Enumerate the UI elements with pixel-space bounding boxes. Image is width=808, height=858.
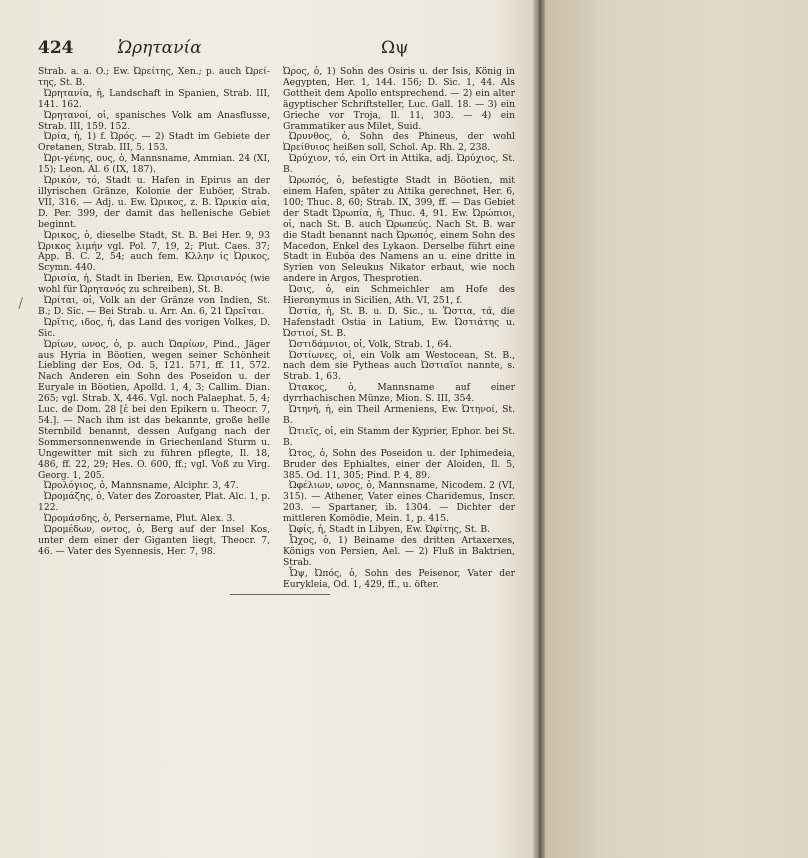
dictionary-entry: Ὠρομέδων, οντος, ὁ, Berg auf der Insel Kos, unter dem einer der Giganten liegt, Theocr. 7, 46. — Vater des Syennesis, Her. 7, 98.	[38, 524, 270, 557]
dictionary-entry: Ὠσις, ὁ, ein Schmeichler am Hofe des Hieronymus in Sicilien, Ath. VI, 251, f.	[283, 284, 515, 307]
running-head	[38, 38, 513, 60]
dictionary-entry: Ὠρία, ἡ, 1) f. Ὠρός. — 2) Stadt im Gebiete der Oretanen, Strab. III, 5. 153.	[38, 131, 270, 154]
dictionary-entry: Ὠτηνή, ἡ, ein Theil Armeniens, Ew. Ὠτηνοί, St. B.	[283, 404, 515, 426]
dictionary-entry: Ὦψ, Ὠπός, ὁ, Sohn des Peisenor, Vater der Eurykleia, Od. 1, 429, ff., u. öfter.	[283, 567, 515, 590]
book-gutter	[533, 0, 545, 858]
dictionary-entry: Ὠτακος, ὁ, Mannsname auf einer dyrrhachischen Münze, Mion. S. III, 354.	[283, 382, 515, 405]
dictionary-entry: Ὠρῖτις, ιδος, ἡ, das Land des vorigen Volkes, D. Sic.	[38, 316, 270, 339]
dictionary-entry: Ὠρητανοί, οἱ, spanisches Volk am Anasflusse, Strab. III, 159. 152.	[38, 109, 270, 132]
dictionary-entry: Ὠρι-γένης, ους, ὁ, Mannsname, Ammian. 24 (XI, 15); Leon. Al. 6 (IX, 187).	[38, 153, 270, 176]
dictionary-entry: Ὠτος, ὁ, Sohn des Poseidon u. der Iphimedeia, Bruder des Ephialtes, einer der Aloiden, Il. 5, 385. Od. 11, 305; Pind. P. 4, 89.	[283, 447, 515, 481]
dictionary-entry: Ὦχος, ὁ, 1) Beiname des dritten Artaxerxes, Königs von Persien, Ael. — 2) Fluß in Baktrien, Strab.	[283, 534, 515, 568]
dictionary-entry: Ὠρίων, ωνος, ὁ, p. auch Ὠαρίων, Pind., Jäger aus Hyria in Böotien, wegen seiner Schönheit Liebling der Eos, Od. 5, 121. 571, ff. 11, 572. Nach Anderen ein Sohn des Poseidon u. der Euryale in Böotien, Apolld. 1, 4, 3; Callim. Dian. 265; vgl. Strab. X, 446. Vgl. noch Palaephat. 5, 4; Luc. de Dom. 28 [ἐ bei den Epikern u. Theocr. 7, 54.]. — Nach ihm ist das bekannte, große helle Sternbild benannt, dessen Aufgang nach der Sommersonnenwende in Griechenland Sturm u. Ungewitter mit sich zu führen pflegte, Il. 18, 486, ff. 22, 29; Hes. O. 600, ff.; vgl. Voß zu Virg. Georg. 1, 205.	[38, 338, 270, 481]
pencil-mark	[18, 297, 28, 311]
dictionary-entry: Ὠρισία, ἡ, Stadt in Iberien, Ew. Ὠρισιανός (wie wohl für Ὠρητανός zu schreiben), St. B.	[38, 273, 270, 296]
dictionary-entry: Ὠστιδάμνιοι, οἱ, Volk, Strab. 1, 64.	[289, 338, 452, 350]
dictionary-entry: Ὠρομάζης, ὁ, Vater des Zoroaster, Plat. Alc. 1, p. 122.	[38, 491, 270, 514]
dictionary-entry: Ὠρολόγιος, ὁ, Mannsname, Alciphr. 3, 47.	[44, 480, 239, 492]
dictionary-entry: Strab. a. a. O.; Ew. Ὠρείτης, Xen.; p. auch Ὠρεί-της, St. B.	[38, 66, 270, 88]
dictionary-entry: Ὠρομάσδης, ὁ, Persername, Plut. Alex. 3.	[44, 513, 236, 525]
dictionary-entry: Ὠφίς, ἡ, Stadt in Libyen, Ew. Ὠφίτης, St. B.	[289, 524, 491, 536]
dictionary-entry: Ὠρικόν, τό, Stadt u. Hafen in Epirus an der illyrischen Gränze, Kolonie der Euböer, Strab. VII, 316. — Adj. u. Ew. Ὠρικος, z. B. Ὠρικία αἰα, D. Per. 399, der damit das hellenische Gebiet beginnt.	[38, 175, 270, 230]
right-headword: Ωψ	[381, 38, 409, 58]
end-rule	[230, 594, 330, 595]
dictionary-entry: Ὠρικος, ὁ, dieselbe Stadt, St. B. Bei Her. 9, 93 Ὠρικος λιμήν vgl. Pol. 7, 19, 2; Plut. Caes. 37; App. B. C. 2, 54; auch fem. Κλλην ίς Ὠρικος, Scymn. 440.	[38, 229, 270, 274]
dictionary-entry: Ὠρος, ὁ, 1) Sohn des Osiris u. der Isis, König in Aegypten, Her. 1, 144. 156; D. Sic. 1, 44. Als Gottheit dem Apollo entsprechend. — 2) ein alter ägyptischer Schriftsteller, Luc. Gall. 18. — 3) ein Grieche vor Troja, Il. 11, 303. — 4) ein Grammatiker aus Milet, Suid.	[283, 66, 515, 132]
dictionary-entry: Ὠρυνθος, ὁ, Sohn des Phineus, der wohl Ὠρείθυιος heißen soll, Schol. Ap. Rh. 2, 238.	[283, 131, 515, 154]
left-column	[38, 67, 270, 558]
right-column	[283, 67, 515, 591]
dictionary-entry: Ὠρύχιον, τό, ein Ort in Attika, adj. Ὠρύχιος, St. B.	[283, 153, 515, 176]
dictionary-entry: Ὠφέλιων, ωνος, ὁ, Mannsname, Nicodem. 2 (VI, 315). — Athener, Vater eines Charidemus, Inscr. 203. — Spartaner, ib. 1304. — Dichter der mittleren Komödie, Mein. 1, p. 415.	[283, 480, 515, 525]
left-headword: Ὠρητανία	[118, 38, 202, 58]
dictionary-entry: Ὠρωπός, ὁ, befestigte Stadt in Böotien, mit einem Hafen, später zu Attika gerechnet, Her. 6, 100; Thuc. 8, 60; Strab. IX, 399, ff. — Das Gebiet der Stadt Ὠρωπία, ἡ, Thuc. 4, 91. Ew. Ὠρώπιοι, οἱ, nach St. B. auch Ὠρωπεύς. Nach St. B. war die Stadt benannt nach Ὠρωπός, einem Sohn des Macedon, Enkel des Lykaon. Derselbe führt eine Stadt in Euböa des Namens an u. eine dritte in Syrien von Seleukus Nikator erbaut, wie noch andere in Argos, Thesprotien.	[283, 175, 515, 285]
page-number: 424	[38, 38, 74, 58]
dictionary-entry: Ὠτιεῖς, οἱ, ein Stamm der Kyprier, Ephor. bei St. B.	[283, 425, 515, 448]
dictionary-entry: Ὠρητανία, ἡ, Landschaft in Spanien, Strab. III, 141. 162.	[38, 87, 270, 110]
right-page-blank	[545, 0, 808, 858]
dictionary-entry: Ὠστίωνες, οἱ, ein Volk am Westocean, St. B., nach dem sie Pytheas auch Ὠστιαῖοι nannte, s. Strab. 1, 63.	[283, 349, 515, 383]
dictionary-entry: Ὠστία, ἡ, St. B. u. D. Sic., u. Ὤστια, τά, die Hafenstadt Ostia in Latium, Ew. Ὠστιάτης u. Ὠστιοί, St. B.	[283, 305, 515, 339]
dictionary-entry: Ὠρίται, οἱ, Volk an der Gränze von Indien, St. B.; D. Sic. — Bei Strab. u. Arr. An. 6, 21 Ὠρεῖται.	[38, 295, 270, 317]
